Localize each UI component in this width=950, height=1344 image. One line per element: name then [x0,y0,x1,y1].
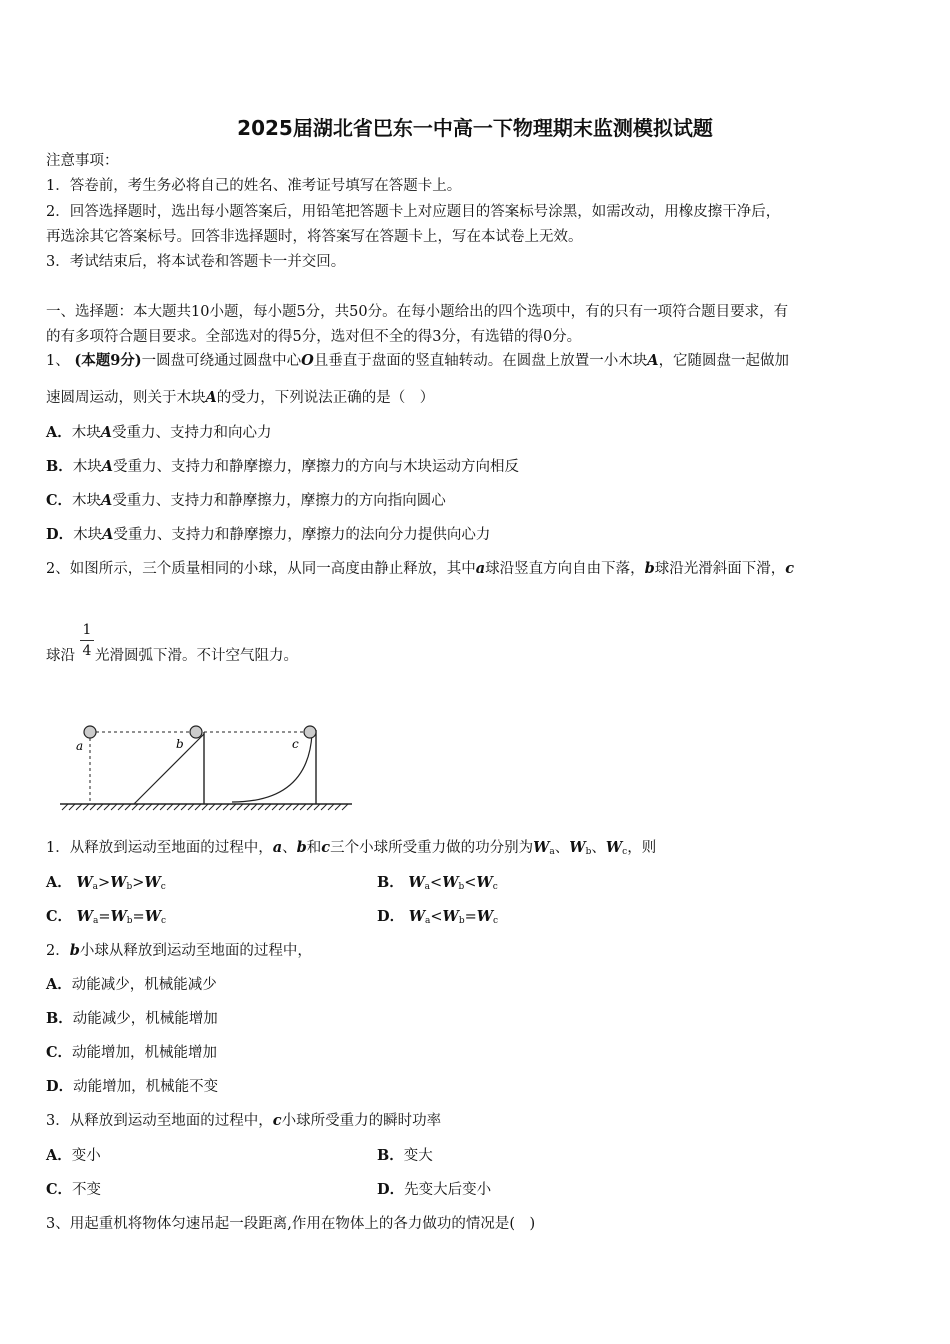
fraction-numerator: 1 [82,622,92,638]
q2-stem-line1 [46,559,794,579]
var-W: W [442,908,459,925]
option-label: D． [46,1078,74,1095]
label-b: b [176,737,184,751]
var-W: W [476,874,493,891]
subscript: a [424,916,431,926]
option-label: D． [46,526,74,543]
option-text: 变小 [71,1148,101,1164]
q1-stem-line2 [46,388,434,408]
option-text: 受重力、支持力和静摩擦力，摩擦力的方向指向圆心 [112,493,446,509]
option-text: 动能减少，机械能减少 [71,977,217,993]
page-title: 2025届湖北省巴东一中高一下物理期末监测模拟试题 [237,116,713,140]
q1-tag: (本题9分) [74,352,142,369]
q2-sub3-stem [46,1111,441,1131]
sub2-option-a[interactable] [46,975,217,995]
sub-text: 小球从释放到运动至地面的过程中， [79,943,312,959]
sub1-option-d[interactable] [377,907,498,931]
var-c: c [272,1112,282,1129]
sub-text: 、 [282,840,297,856]
option-text: 动能增加，机械能增加 [72,1045,218,1061]
notes-item: 2．回答选择题时，选出每小题答案后，用铅笔把答题卡上对应题目的答案标号涂黑，如需改动，用橡皮擦干净后， [46,204,781,220]
ball-b [190,726,202,738]
sub3-option-b[interactable] [377,1146,433,1166]
var-W: W [408,908,425,925]
q1-text: 一圆盘可绕通过圆盘中心 [141,353,302,369]
subscript: b [126,916,133,926]
q1-option-d[interactable] [46,525,490,545]
q2-text: 球沿 [46,648,75,664]
label-a: a [76,739,84,753]
var-W: W [605,839,623,856]
var-a: a [475,560,486,577]
q2-sub1-stem [46,838,656,862]
q1-option-b[interactable] [46,457,519,477]
sub-text: 三个小球所受重力做的功分别为 [330,840,534,856]
option-label: A． [46,424,72,441]
q2-sub2-stem [46,941,312,961]
option-label: C． [46,908,73,925]
q1-number: 1、 [46,353,70,369]
sub2-option-c[interactable] [46,1043,217,1063]
q1-text: ，它随圆盘一起做加 [658,353,790,369]
ball-a [84,726,96,738]
var-b: b [296,839,307,856]
var-A: A [100,424,113,441]
sub3-option-d[interactable] [377,1180,491,1200]
q1-stem-line1 [46,351,789,371]
var-W: W [442,874,459,891]
option-text: 动能增加，机械能不变 [73,1079,219,1095]
option-text: 先变大后变小 [404,1182,492,1198]
subscript: a [92,916,99,926]
var-W: W [408,874,425,891]
incline-surface [134,734,204,804]
operator: > [98,875,111,891]
subscript: c [161,916,167,926]
option-label: B． [46,458,73,475]
option-text: 木块 [73,527,103,543]
operator: = [98,909,111,925]
quarter-arc [232,734,312,802]
ground-hatching [62,804,348,810]
option-label: D． [377,908,405,925]
var-W: W [110,908,127,925]
sub-text: 和 [306,840,322,856]
operator: < [464,875,477,891]
label-c: c [292,737,299,751]
sub1-option-c[interactable] [46,907,166,931]
sub-text: ，则 [627,840,657,856]
three-balls-figure [56,716,356,816]
operator: > [132,875,145,891]
var-W: W [144,874,161,891]
option-label: A． [46,1147,72,1164]
sub3-option-c[interactable] [46,1180,101,1200]
option-label: A． [46,874,72,891]
var-W: W [533,839,550,856]
q1-option-a[interactable] [46,423,272,443]
q1-text: 的受力，下列说法正确的是（ ） [216,390,435,406]
var-A: A [205,389,217,406]
subscript: b [126,882,133,892]
notes-item: 1．答卷前，考生务必将自己的姓名、准考证号填写在答题卡上。 [46,178,462,194]
sub-text: 3．从释放到运动至地面的过程中， [46,1113,273,1129]
option-label: A． [46,976,72,993]
sub-text: 1．从释放到运动至地面的过程中， [46,840,273,856]
var-c: c [785,560,795,577]
sub1-option-b[interactable] [377,873,498,897]
option-label: B． [377,1147,404,1164]
sub-text: 、 [554,840,570,856]
sub1-option-a[interactable] [46,873,166,897]
var-W: W [476,908,494,925]
option-text: 受重力、支持力和静摩擦力，摩擦力的法向分力提供向心力 [113,527,491,543]
operator: < [430,875,443,891]
sub2-option-b[interactable] [46,1009,218,1029]
option-label: B． [46,1010,73,1027]
subscript: c [160,882,166,892]
option-label: B． [377,874,404,891]
q2-text: 球沿光滑斜面下滑， [654,561,786,577]
sub2-option-d[interactable] [46,1077,218,1097]
q3-stem: 3、用起重机将物体匀速吊起一段距离,作用在物体上的各力做功的情况是( ) [46,1216,536,1232]
notes-item: 3．考试结束后，将本试卷和答题卡一并交回。 [46,254,346,270]
q2-text: 光滑圆弧下滑。不计空气阻力。 [95,648,298,664]
section-instructions: 一、选择题：本大题共10小题，每小题5分，共50分。在每小题给出的四个选项中，有的只有一项符合题目要求，有 [46,304,789,320]
q2-text: 球沿竖直方向自由下落， [485,561,645,577]
q1-text: 速圆周运动，则关于木块 [46,390,206,406]
subscript: c [622,847,628,857]
var-W: W [110,874,127,891]
option-label: C． [46,1044,73,1061]
sub-text: 小球所受重力的瞬时功率 [281,1113,442,1129]
subscript: b [458,882,465,892]
section-instructions: 的有多项符合题目要求。全部选对的得5分，选对但不全的得3分，有选错的得0分。 [46,329,582,345]
subscript: b [585,847,592,857]
var-O: O [301,352,314,369]
sub-text: 、 [591,840,606,856]
var-W: W [144,908,161,925]
subscript: a [92,882,99,892]
subscript: c [492,882,498,892]
var-A: A [647,352,659,369]
operator: < [430,909,443,925]
option-text: 不变 [72,1182,102,1198]
q1-option-c[interactable] [46,491,446,511]
fraction-denominator: 4 [82,643,92,659]
subscript: a [549,847,555,857]
notes-heading: 注意事项： [46,153,119,169]
ball-c [304,726,316,738]
option-text: 木块 [71,425,101,441]
var-W: W [76,908,93,925]
subscript: c [493,916,499,926]
option-label: C． [46,1181,73,1198]
option-text: 受重力、支持力和静摩擦力，摩擦力的方向与木块运动方向相反 [113,459,520,475]
var-A: A [101,458,114,475]
option-text: 木块 [72,493,102,509]
var-W: W [569,839,586,856]
option-text: 动能减少，机械能增加 [72,1011,218,1027]
q2-stem-line2 [46,646,298,666]
operator: = [132,909,145,925]
option-text: 变大 [403,1148,433,1164]
option-text: 木块 [72,459,102,475]
var-a: a [272,839,283,856]
var-A: A [101,492,113,509]
subscript: b [458,916,465,926]
sub-text: 2． [46,943,70,959]
operator: = [464,909,477,925]
sub3-option-a[interactable] [46,1146,101,1166]
q2-text: 2、如图所示，三个质量相同的小球，从同一高度由静止释放，其中 [46,561,476,577]
var-c: c [321,839,331,856]
option-label: C． [46,492,73,509]
notes-item: 再选涂其它答案标号。回答非选择题时，将答案写在答题卡上，写在本试卷上无效。 [46,229,583,245]
var-W: W [76,874,93,891]
subscript: a [424,882,431,892]
q1-text: 且垂直于盘面的竖直轴转动。在圆盘上放置一小木块 [313,353,648,369]
var-A: A [102,526,114,543]
fraction-bar [80,640,94,641]
option-text: 受重力、支持力和向心力 [112,425,272,441]
var-b: b [69,942,80,959]
var-b: b [644,560,655,577]
option-label: D． [377,1181,405,1198]
